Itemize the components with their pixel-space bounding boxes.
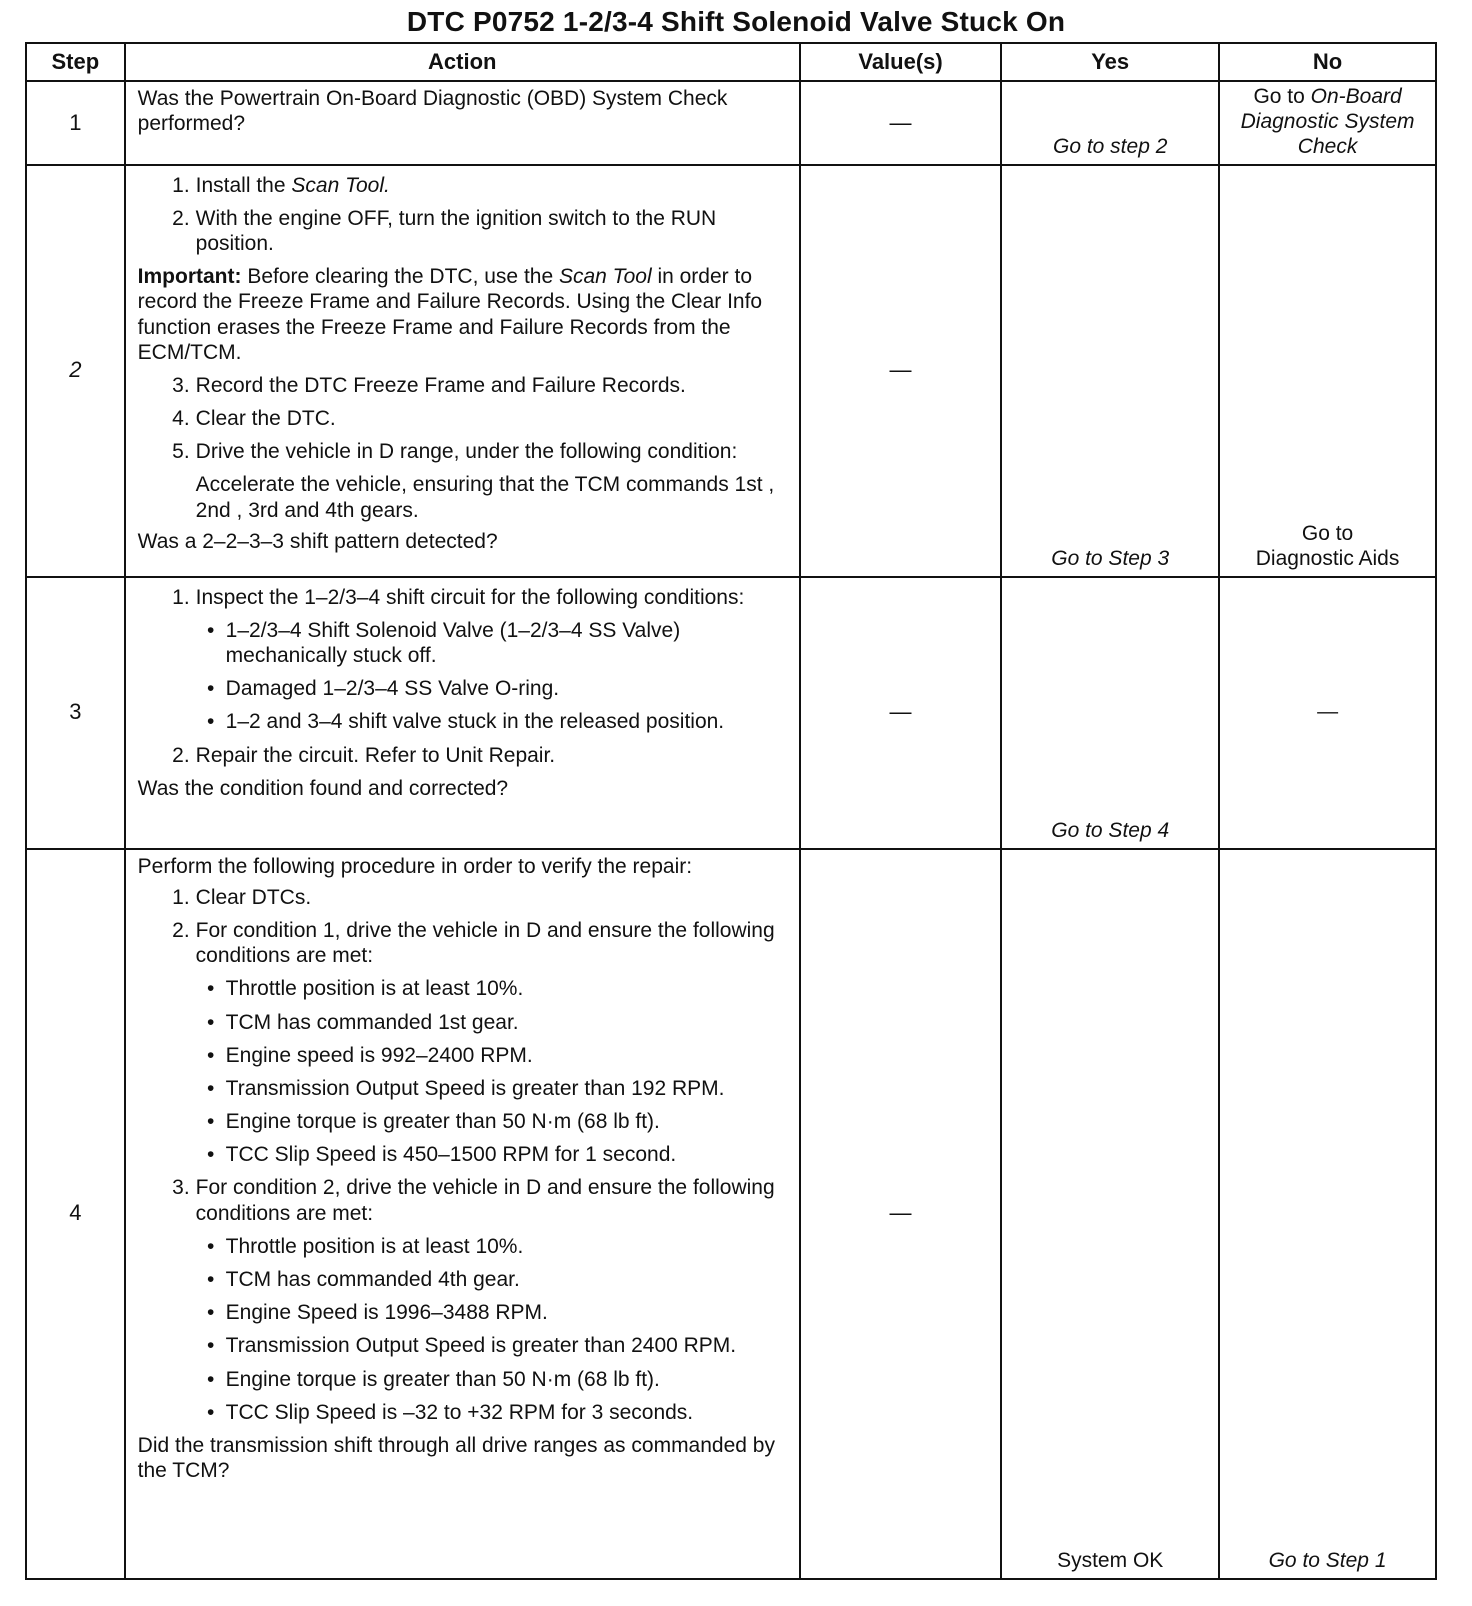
value-cell: — — [800, 577, 1001, 849]
list-item-text: With the engine OFF, turn the ignition switch to the RUN position. — [195, 206, 717, 255]
bullet-text: Engine torque is greater than 50 N·m (68 lb ft). — [225, 1367, 660, 1391]
action-cell — [125, 849, 800, 1579]
header-values: Value(s) — [800, 43, 1001, 81]
page-title: DTC P0752 1-2/3-4 Shift Solenoid Valve Stuck On — [406, 6, 1066, 37]
value-cell: — — [800, 81, 1001, 165]
list-item-subtext: Accelerate the vehicle, ensuring that the TCM commands 1st , 2nd , 3rd and 4th gears. — [195, 473, 775, 522]
important-label: Important: — [137, 265, 242, 289]
bullet-text: 1–2/3–4 Shift Solenoid Valve (1–2/3–4 SS Valve) mechanically stuck off. — [225, 618, 681, 667]
list-item-text: For condition 1, drive the vehicle in D and ensure the following conditions are met: — [195, 918, 775, 968]
no-action: — — [1219, 577, 1436, 849]
bullet-item: • Engine torque is greater than 50 N·m (68 lb ft). — [196, 1367, 791, 1392]
bullet-item: • 1–2/3–4 Shift Solenoid Valve (1–2/3–4 SS Valve) mechanically stuck off. — [196, 618, 791, 668]
step-question: Was a 2–2–3–3 shift pattern detected? — [137, 529, 498, 553]
bullet-item: • TCM has commanded 1st gear. — [196, 1010, 791, 1035]
list-item-text: Record the DTC Freeze Frame and Failure Records. — [195, 373, 686, 397]
bullet-text: Engine torque is greater than 50 N·m (68 lb ft). — [225, 1110, 660, 1134]
bullet-item: • Throttle position is at least 10%. — [196, 976, 791, 1001]
bullet-item: • Engine torque is greater than 50 N·m (68 lb ft). — [196, 1109, 791, 1134]
no-action-prefix: Go to — [1253, 85, 1311, 108]
bullet-item: • 1–2 and 3–4 shift valve stuck in the released position. — [196, 709, 791, 734]
bullet-text: 1–2 and 3–4 shift valve stuck in the released position. — [225, 710, 725, 734]
bullet-item: • Throttle position is at least 10%. — [196, 1234, 791, 1259]
no-action-line: Go to — [1301, 522, 1354, 546]
step-number: 2 — [26, 165, 125, 577]
list-item-text: Drive the vehicle in D range, under the following condition: — [195, 440, 738, 464]
bullet-text: Engine speed is 992–2400 RPM. — [225, 1043, 533, 1067]
table-row-step-4 — [26, 849, 1436, 1579]
no-action — [1219, 165, 1436, 577]
value-cell: — — [800, 165, 1001, 577]
important-emphasis: Scan Tool — [558, 265, 652, 289]
step-number: 3 — [26, 577, 125, 849]
list-item: 3. Record the DTC Freeze Frame and Failure Records. — [138, 373, 791, 398]
list-item-emphasis: Scan Tool. — [291, 173, 390, 197]
no-action-line: Diagnostic Aids — [1255, 547, 1400, 571]
step-number: 1 — [26, 81, 125, 165]
list-item-text: Clear DTCs. — [195, 885, 312, 909]
header-no: No — [1219, 43, 1436, 81]
bullet-text: Transmission Output Speed is greater than 192 RPM. — [225, 1076, 725, 1100]
procedure-intro: Perform the following procedure in order to verify the repair: — [137, 854, 693, 878]
step-question: Was the condition found and corrected? — [137, 776, 509, 800]
step-question: Was the Powertrain On-Board Diagnostic (OBD) System Check performed? — [137, 87, 728, 136]
yes-action: Go to Step 4 — [1001, 577, 1219, 849]
bullet-item: • TCC Slip Speed is 450–1500 RPM for 1 second. — [196, 1142, 791, 1167]
list-item: 3. For condition 2, drive the vehicle in D and ensure the following conditions are met: — [138, 1175, 791, 1225]
no-action — [1219, 81, 1436, 165]
bullet-text: Damaged 1–2/3–4 SS Valve O-ring. — [225, 677, 560, 701]
list-item: 1. Clear DTCs. — [138, 885, 791, 910]
list-item: 5. Drive the vehicle in D range, under the following condition: — [138, 439, 791, 464]
bullet-item: • Transmission Output Speed is greater than 192 RPM. — [196, 1076, 791, 1101]
bullet-text: TCM has commanded 1st gear. — [225, 1010, 519, 1034]
bullet-text: Transmission Output Speed is greater than 2400 RPM. — [225, 1334, 737, 1358]
list-item: 4. Clear the DTC. — [138, 406, 791, 431]
table-row-step-3 — [26, 577, 1436, 849]
header-yes: Yes — [1001, 43, 1219, 81]
yes-action: Go to Step 3 — [1001, 165, 1219, 577]
bullet-item: • Damaged 1–2/3–4 SS Valve O-ring. — [196, 676, 791, 701]
bullet-item: • Transmission Output Speed is greater than 2400 RPM. — [196, 1333, 791, 1358]
list-item-text: Repair the circuit. Refer to Unit Repair. — [195, 743, 556, 767]
list-item: 1. Inspect the 1–2/3–4 shift circuit for the following conditions: — [138, 585, 791, 610]
bullet-item: • TCM has commanded 4th gear. — [196, 1267, 791, 1292]
diagnostic-table — [25, 42, 1437, 1580]
list-item: 2. With the engine OFF, turn the ignition switch to the RUN position. — [138, 206, 791, 256]
bullet-item: • Engine speed is 992–2400 RPM. — [196, 1043, 791, 1068]
bullet-text: TCC Slip Speed is –32 to +32 RPM for 3 seconds. — [225, 1400, 694, 1424]
list-item-text: Install the — [195, 173, 292, 197]
list-item-text: Inspect the 1–2/3–4 shift circuit for the following conditions: — [195, 585, 745, 609]
bullet-text: Throttle position is at least 10%. — [225, 1234, 524, 1258]
list-item: 2. For condition 1, drive the vehicle in D and ensure the following conditions are met: — [138, 918, 791, 968]
important-note — [138, 264, 791, 365]
yes-action: Go to step 2 — [1001, 81, 1219, 165]
step-number: 4 — [26, 849, 125, 1579]
action-cell — [125, 165, 800, 577]
bullet-text: Throttle position is at least 10%. — [225, 977, 524, 1001]
table-row-step-1 — [26, 81, 1436, 165]
bullet-text: TCC Slip Speed is 450–1500 RPM for 1 second. — [225, 1143, 677, 1167]
action-cell — [125, 81, 800, 165]
important-text: in order to record the Freeze Frame and Failure Records. Using the Clear Info function erases the Freeze Frame and Failure Records from the ECM/TCM. — [137, 265, 763, 364]
action-cell — [125, 577, 800, 849]
list-item-text: Clear the DTC. — [195, 407, 336, 431]
header-step: Step — [26, 43, 125, 81]
list-item: 1. Install the Scan Tool. — [172, 173, 390, 197]
bullet-text: Engine Speed is 1996–3488 RPM. — [225, 1301, 548, 1325]
yes-action: System OK — [1001, 849, 1219, 1579]
table-row-step-2 — [26, 165, 1436, 577]
step-question: Did the transmission shift through all drive ranges as commanded by the TCM? — [137, 1433, 775, 1483]
no-action-reference: On-Board Diagnostic System Check — [1240, 85, 1415, 159]
table-header-row — [26, 43, 1436, 81]
no-action: Go to Step 1 — [1219, 849, 1436, 1579]
header-action: Action — [125, 43, 800, 81]
important-text: Before clearing the DTC, use the — [241, 265, 559, 289]
value-cell: — — [800, 849, 1001, 1579]
list-item-text: For condition 2, drive the vehicle in D and ensure the following conditions are met: — [195, 1176, 775, 1225]
bullet-item: • TCC Slip Speed is –32 to +32 RPM for 3 seconds. — [196, 1400, 791, 1425]
bullet-item: • Engine Speed is 1996–3488 RPM. — [196, 1300, 791, 1325]
bullet-text: TCM has commanded 4th gear. — [225, 1268, 520, 1291]
list-item: 2. Repair the circuit. Refer to Unit Repair. — [138, 743, 791, 768]
